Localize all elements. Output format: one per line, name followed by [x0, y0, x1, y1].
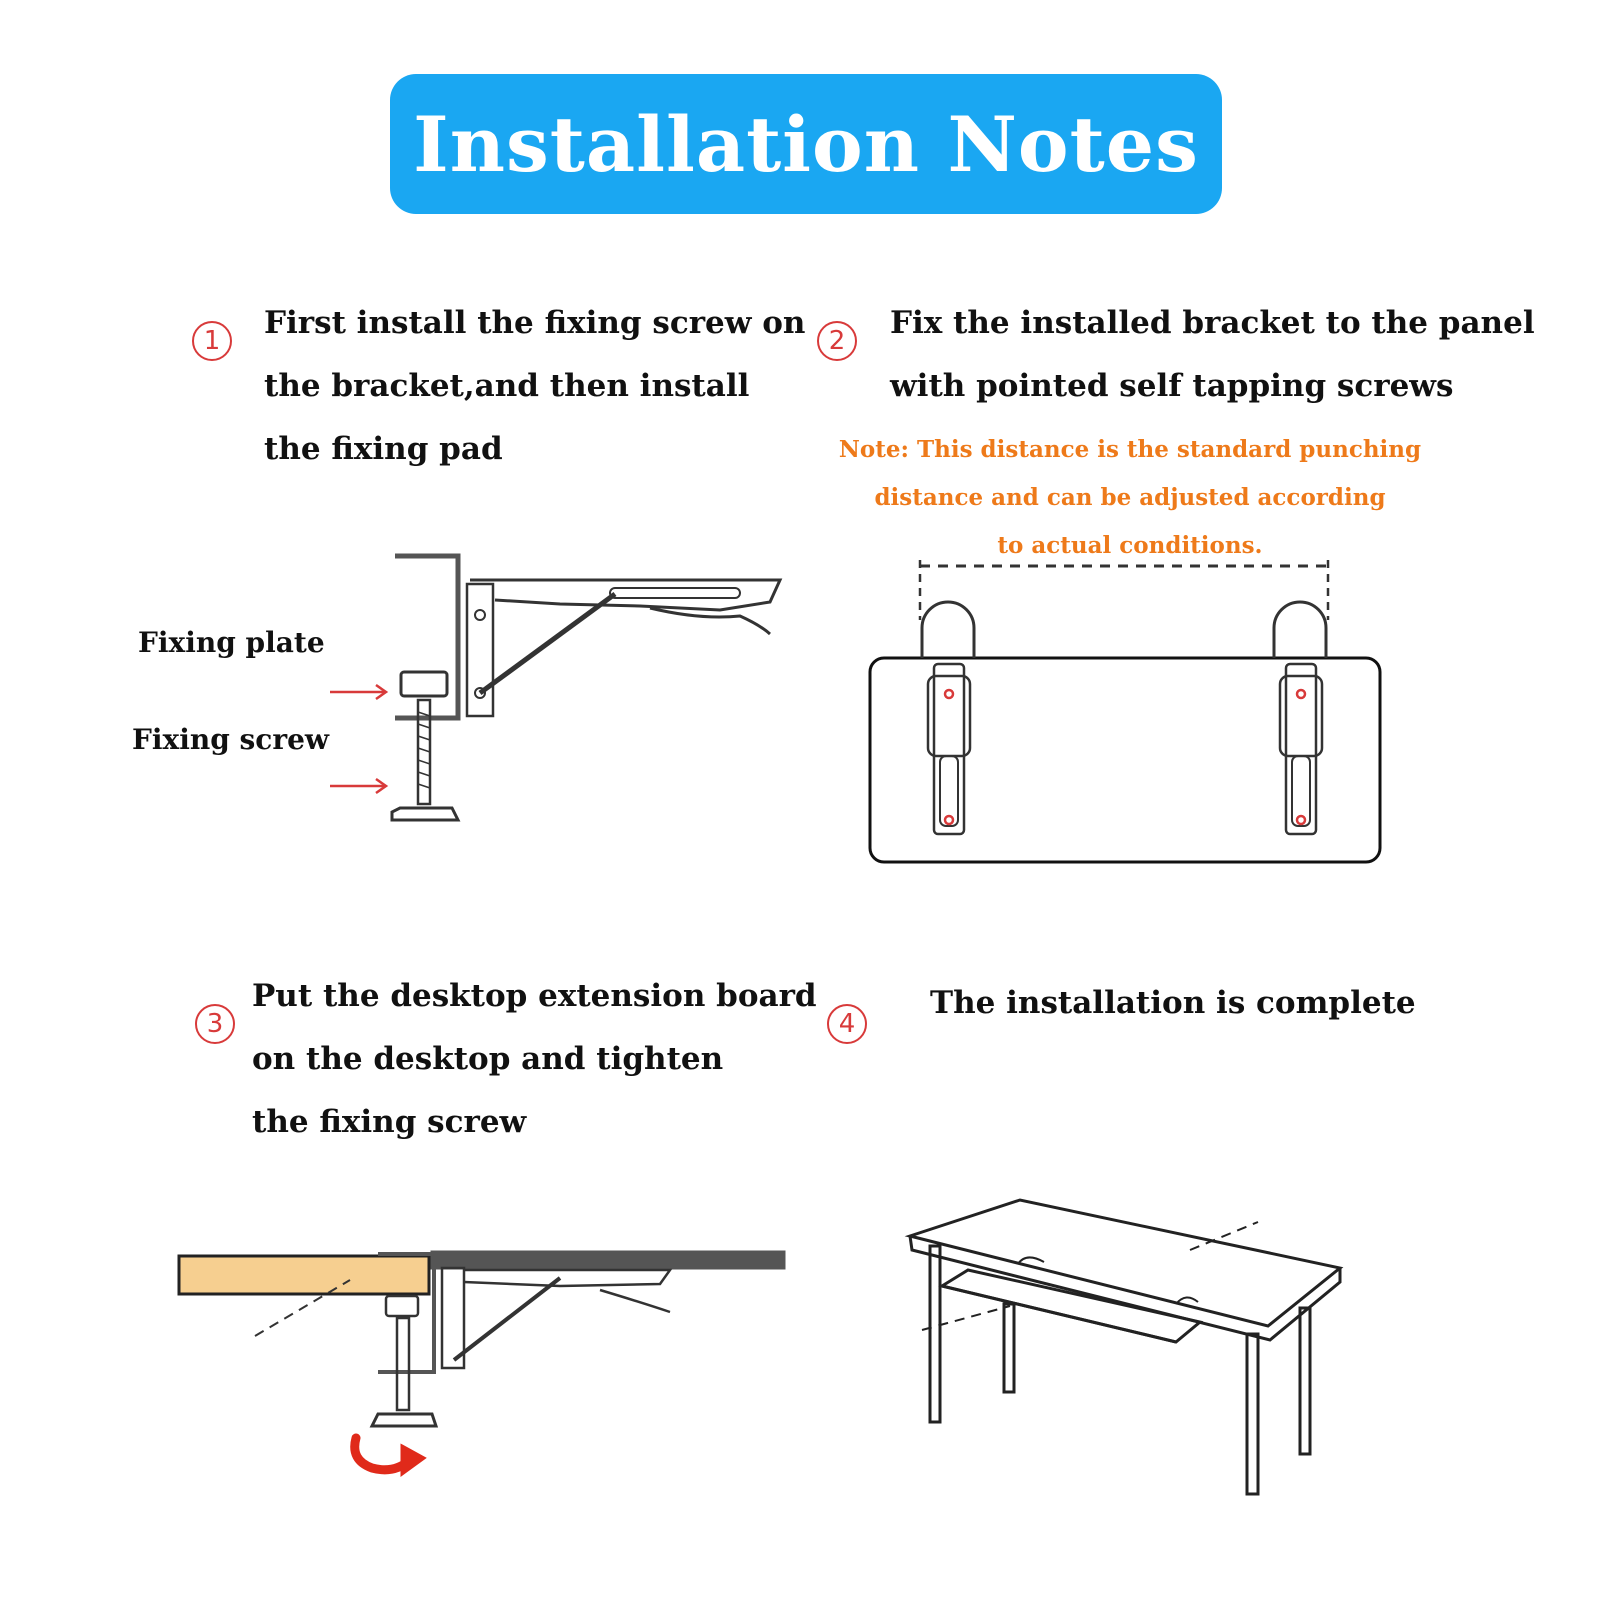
step-3-line-3: the fixing screw	[252, 1104, 527, 1140]
step-3-line-1: Put the desktop extension board	[252, 978, 817, 1014]
page-title: Installation Notes	[413, 99, 1199, 189]
desk-top	[910, 1200, 1340, 1326]
step-4-line-1: The installation is complete	[930, 985, 1416, 1021]
step-1-line-1: First install the fixing screw on	[264, 305, 806, 341]
note-line-3: to actual conditions.	[997, 532, 1263, 559]
desk-legs	[930, 1246, 1310, 1494]
step-1-line-2: the bracket,and then install	[264, 368, 750, 404]
step-1-number: 1	[192, 321, 232, 361]
note-line-2: distance and can be adjusted according	[874, 484, 1386, 511]
step-1-line-3: the fixing pad	[264, 431, 503, 467]
step-3-line-2: on the desktop and tighten	[252, 1041, 724, 1077]
fixing-screw-label: Fixing screw	[132, 723, 330, 756]
step-2-number: 2	[817, 321, 857, 361]
step-2-line-1: Fix the installed bracket to the panel	[890, 305, 1535, 341]
step-3-number: 3	[195, 1004, 235, 1044]
step-2-line-2: with pointed self tapping screws	[890, 368, 1454, 404]
keyboard-tray	[942, 1270, 1200, 1342]
fixing-plate-label: Fixing plate	[138, 626, 325, 659]
step-4-number: 4	[827, 1004, 867, 1044]
note-line-1: Note: This distance is the standard punching	[838, 436, 1422, 463]
